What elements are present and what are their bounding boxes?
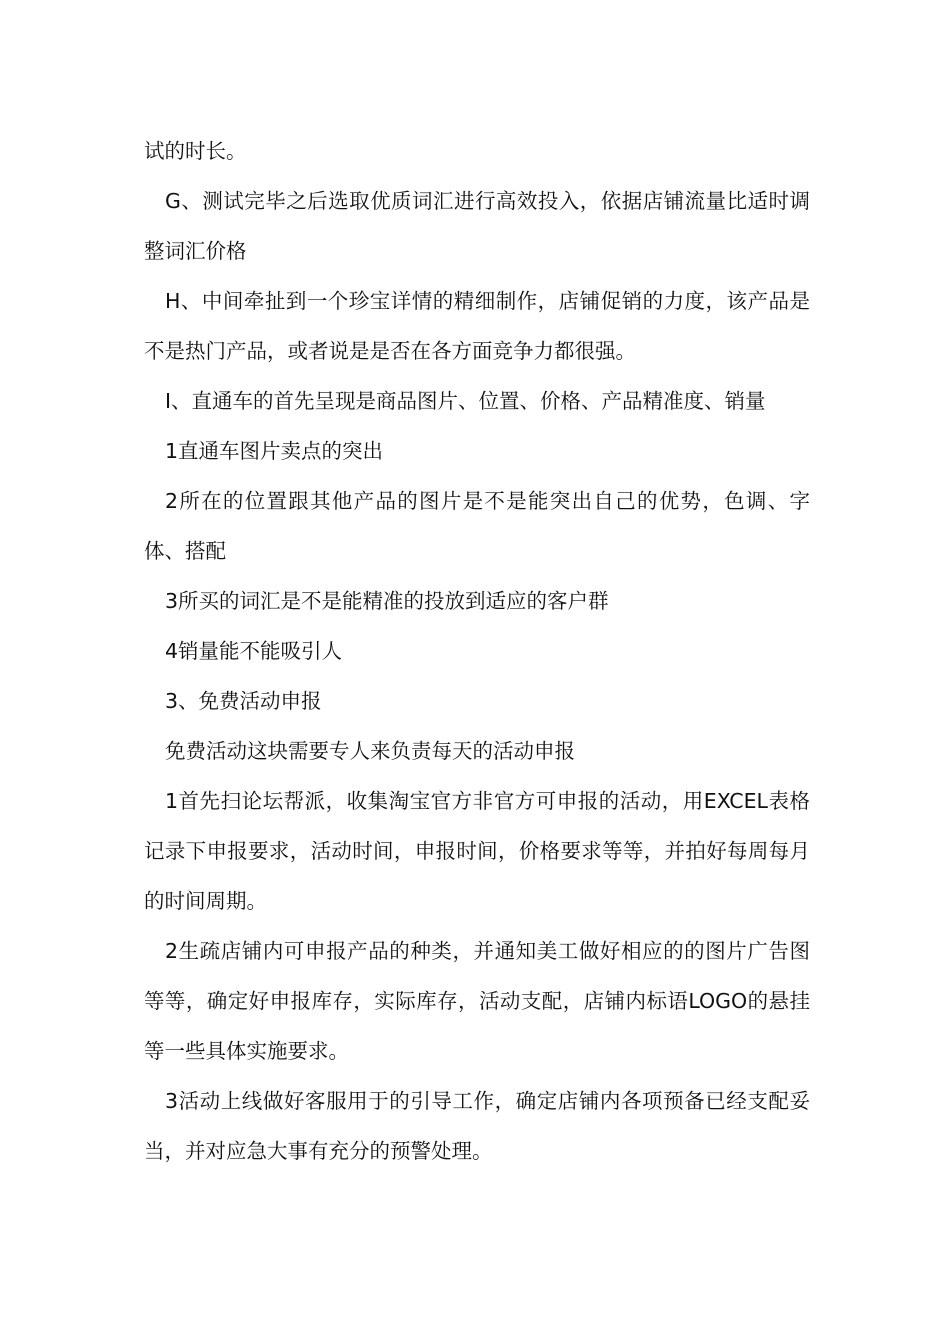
activity-step-1: 1首先扫论坛帮派，收集淘宝官方非官方可申报的活动，用EXCEL表格记录下申报要求，活动时间，申报时间，价格要求等等，并拍好每周每月的时间周期。 [144,789,810,913]
paragraph-i: I、直通车的首先呈现是商品图片、位置、价格、产品精准度、销量 [165,389,766,413]
section-heading-free-activity: 3、免费活动申报 [165,689,322,713]
paragraph-g: G、测试完毕之后选取优质词汇进行高效投入，依据店铺流量比适时调整词汇价格 [144,189,810,263]
paragraph-continuation: 试的时长。 [144,139,247,163]
paragraph-free-activity-intro: 免费活动这块需要专人来负责每天的活动申报 [165,739,575,763]
activity-step-2: 2生疏店铺内可申报产品的种类，并通知美工做好相应的的图片广告图等等，确定好申报库存，实际库存，活动支配，店铺内标语LOGO的悬挂等一些具体实施要求。 [144,939,810,1063]
activity-step-3: 3活动上线做好客服用于的引导工作，确定店铺内各项预备已经支配妥当，并对应急大事有充分的预警处理。 [144,1089,810,1163]
paragraph-h: H、中间牵扯到一个珍宝详情的精细制作，店铺促销的力度，该产品是不是热门产品，或者说是是否在各方面竞争力都很强。 [144,289,810,363]
list-item-1: 1直通车图片卖点的突出 [165,439,384,463]
list-item-4: 4销量能不能吸引人 [165,639,343,663]
list-item-2: 2所在的位置跟其他产品的图片是不是能突出自己的优势，色调、字体、搭配 [144,489,810,563]
document-body [144,126,810,1176]
list-item-3: 3所买的词汇是不是能精准的投放到适应的客户群 [165,589,609,613]
